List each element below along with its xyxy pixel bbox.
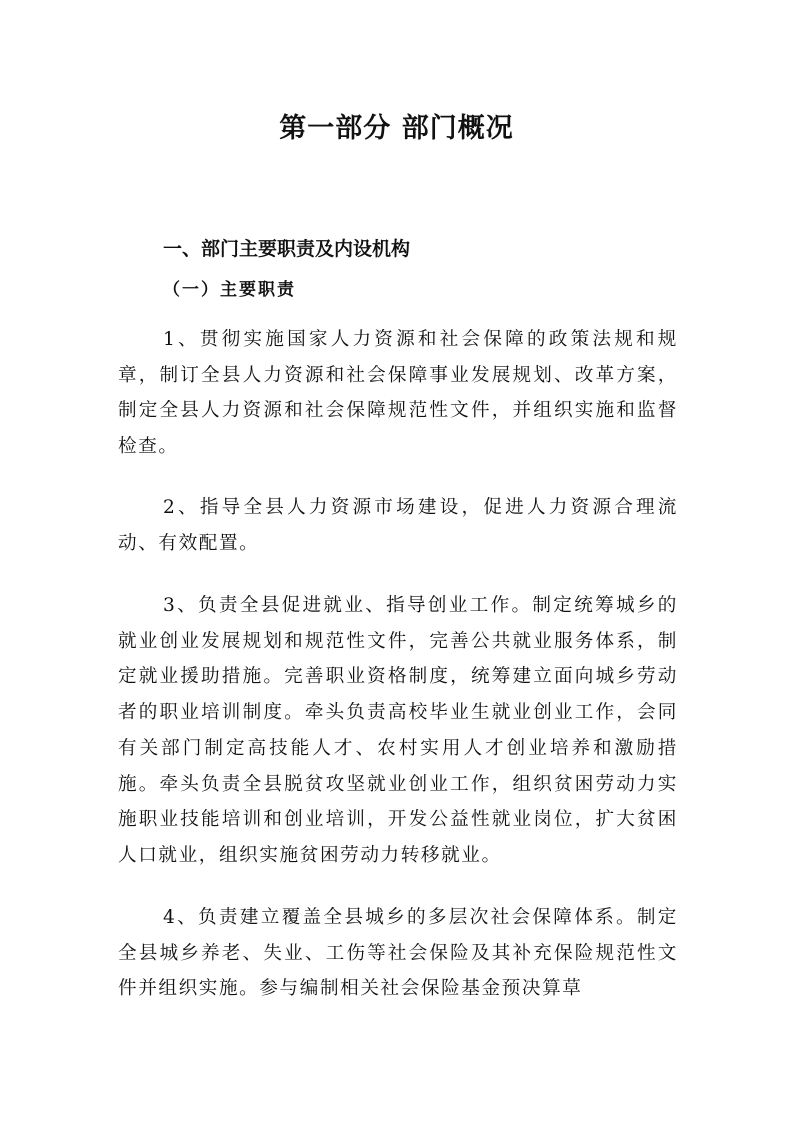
sub-heading: （一）主要职责 (163, 280, 296, 300)
section-heading: 一、部门主要职责及内设机构 (163, 238, 411, 260)
paragraph-duty-1: 1、贯彻实施国家人力资源和社会保障的政策法规和规章，制订全县人力资源和社会保障事业发展规划、改革方案，制定全县人力资源和社会保障规范性文件，并组织实施和监督检查。 (118, 329, 678, 458)
paragraph-duty-3: 3、负责全县促进就业、指导创业工作。制定统筹城乡的就业创业发展规划和规范性文件，完善公共就业服务体系，制定就业援助措施。完善职业资格制度，统筹建立面向城乡劳动者的职业培训制度。牵头负责高校毕业生就业创业工作，会同有关部门制定高技能人才、农村实用人才创业培养和激励措施。牵头负责全县脱贫攻坚就业创业工作，组织贫困劳动力实施职业技能培训和创业培训，开发公益性就业岗位，扩大贫困人口就业，组织实施贫困劳动力转移就业。 (118, 595, 678, 866)
page-title: 第一部分 部门概况 (279, 113, 514, 144)
paragraph-duty-4: 4、负责建立覆盖全县城乡的多层次社会保障体系。制定全县城乡养老、失业、工伤等社会保险及其补充保险规范性文件并组织实施。参与编制相关社会保险基金预决算草 (118, 907, 678, 1000)
paragraph-duty-2: 2、指导全县人力资源市场建设，促进人力资源合理流动、有效配置。 (118, 497, 678, 554)
